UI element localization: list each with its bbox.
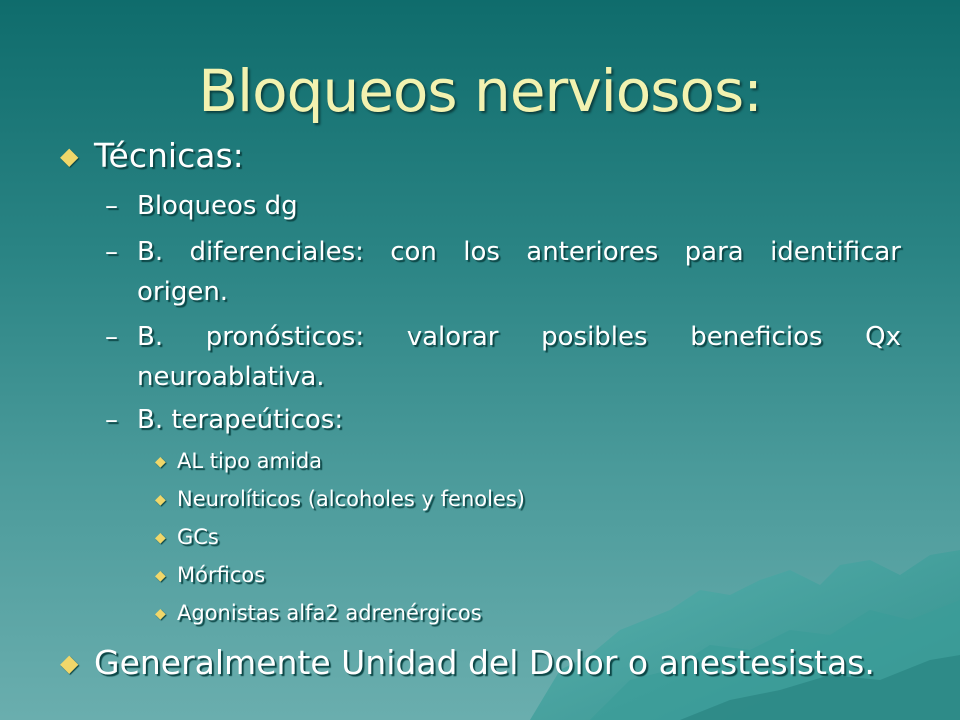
sub-item-text-line1: B. pronósticos: valorar posibles beneficios Qx — [137, 322, 901, 352]
dash-marker: – — [105, 191, 118, 221]
iceberg-decoration — [530, 550, 960, 720]
diamond-icon: ◆ — [155, 454, 166, 470]
sub-sub-item-text: Agonistas alfa2 adrenérgicos — [177, 601, 482, 625]
diamond-icon: ◆ — [60, 649, 79, 677]
sub-sub-item-text: Mórficos — [177, 563, 266, 587]
sub-item-text: B. terapeúticos: — [137, 405, 344, 435]
sub-item-text-line1: B. diferenciales: con los anteriores para identificar — [137, 237, 901, 267]
dash-marker: – — [105, 237, 118, 267]
sub-sub-item-text: Neurolíticos (alcoholes y fenoles) — [177, 487, 525, 511]
diamond-icon: ◆ — [155, 530, 166, 546]
sub-item-text-line2: neuroablativa. — [137, 362, 325, 392]
diamond-icon: ◆ — [155, 492, 166, 508]
bullet-text: Técnicas: — [94, 136, 244, 175]
dash-marker: – — [105, 405, 118, 435]
sub-item-text: Bloqueos dg — [137, 191, 298, 221]
sub-item-text-line2: origen. — [137, 277, 229, 307]
diamond-icon: ◆ — [155, 568, 166, 584]
sub-sub-item-text: AL tipo amida — [177, 449, 323, 473]
bullet-text: Generalmente Unidad del Dolor o anestesistas. — [94, 643, 875, 682]
diamond-icon: ◆ — [155, 606, 166, 622]
diamond-icon: ◆ — [60, 142, 79, 170]
slide-title: Bloqueos nerviosos: — [198, 57, 762, 125]
sub-sub-item-text: GCs — [177, 525, 219, 549]
dash-marker: – — [105, 322, 118, 352]
